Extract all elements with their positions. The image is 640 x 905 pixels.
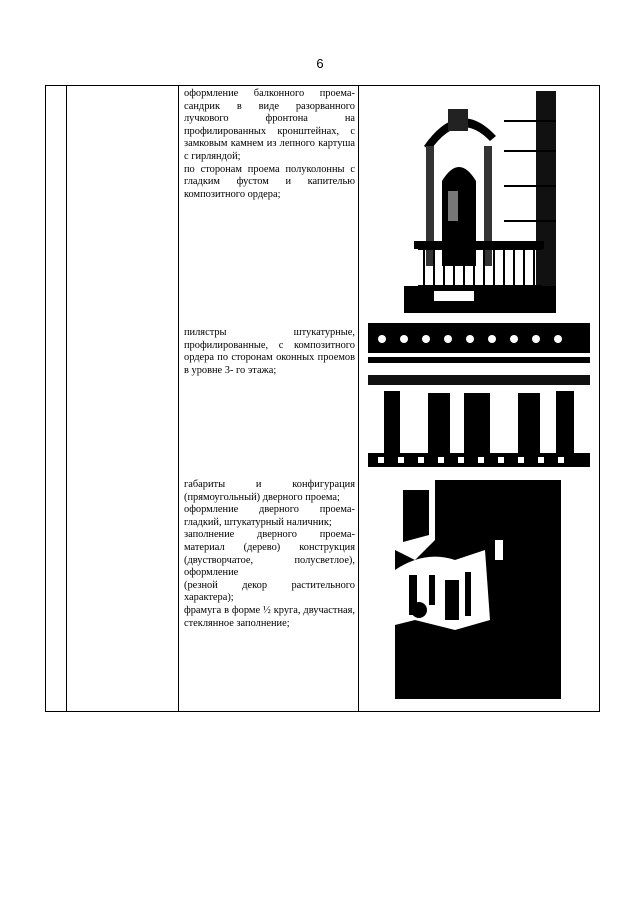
row-3-line-3: заполнение дверного проема-материал (дерево) конструкция (двустворчатое, полусветлое), оформление xyxy=(184,529,355,579)
doorway-photo xyxy=(395,480,561,699)
row-2-line-1: пилястры штукатурные, профилированные, с композитного ордера по сторонам оконных проемов в уровне 3- го этажа; xyxy=(184,327,355,376)
row-1-description xyxy=(184,88,355,201)
row-3-line-1: габариты и конфигурация (прямоугольный) дверного проема; xyxy=(184,479,355,503)
row-1-line-1: оформление балконного проема-сандрик в виде разорванного лучкового фронтона на профилированных кронштейнах, с замковым камнем из лепного картуша с гирляндой; xyxy=(184,88,355,162)
row-3-line-4: (резной декор растительного характера); xyxy=(184,579,355,604)
row-3-description xyxy=(184,479,355,630)
heritage-table xyxy=(45,85,600,712)
column-divider-1 xyxy=(66,86,67,711)
column-divider-3 xyxy=(358,86,359,711)
row-3-line-2: оформление дверного проема-гладкий, штукатурный наличник; xyxy=(184,504,355,528)
page-number: 6 xyxy=(316,56,324,71)
column-divider-2 xyxy=(178,86,179,711)
row-2-description xyxy=(184,327,355,377)
row-3-line-5: фрамуга в форме ½ круга, двучастная, стеклянное заполнение; xyxy=(184,604,355,629)
balcony-photo xyxy=(404,91,556,313)
row-1-line-2: по сторонам проема полуколонны с гладким фустом и капителью композитного ордера; xyxy=(184,163,355,200)
pilasters-photo xyxy=(368,323,590,467)
